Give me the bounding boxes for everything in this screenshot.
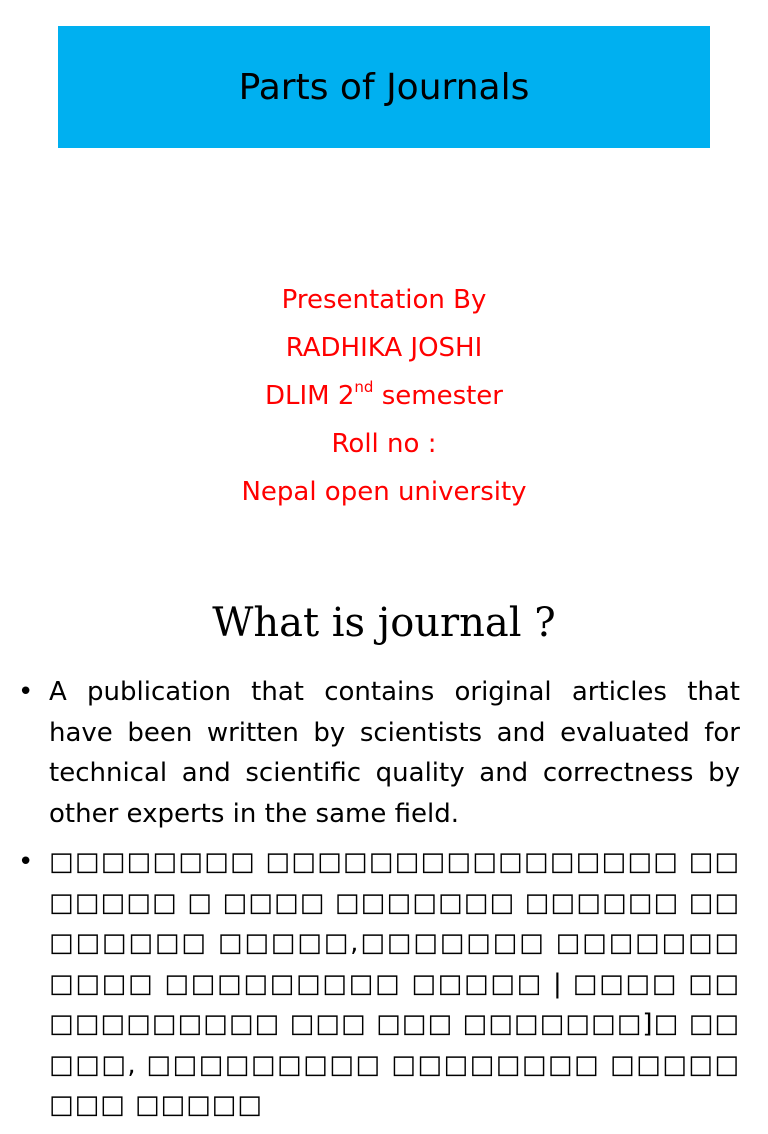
slide-title: Parts of Journals	[238, 66, 530, 108]
roll-number: Roll no :	[331, 429, 437, 459]
bullet-text: A publication that contains original articles that have been written by scientists and evaluated for technical and scientific quality and correctness by other experts in the same field.	[49, 677, 740, 829]
bullet-icon: •	[18, 847, 34, 877]
bullet-text: □□□□□□□□ □□□□□□□□□□□□□□□□ □□□□□□□ □ □□□□ □□□□□□□ □□□□□□ □□□□□□□□ □□□□□,□□□□□□□ □□□□□□□□□□□ □□□□□□□□□ □□□□□ | □□□□ □□□□□□□□□□□ □□□ □□□ □□□□□□□]□ □□□□□, □□□□□□□□□ □□□□□□□□ □□□□□ □□□ □□□□□	[49, 847, 740, 1120]
bullet-item	[16, 842, 740, 1126]
program-name: DLIM 2	[264, 381, 355, 411]
program-semester	[0, 372, 768, 420]
title-banner	[58, 26, 710, 148]
presentation-by-label: Presentation By	[281, 285, 487, 315]
bullet-item	[16, 672, 740, 834]
section-heading: What is journal ?	[212, 600, 556, 646]
university-name: Nepal open university	[241, 477, 527, 507]
ordinal-suffix: nd	[354, 378, 374, 396]
presenter-info	[0, 276, 768, 516]
bullet-icon: •	[18, 677, 34, 707]
semester-label: semester	[373, 381, 503, 411]
bullet-list	[16, 672, 740, 1134]
presenter-name: RADHIKA JOSHI	[285, 333, 483, 363]
